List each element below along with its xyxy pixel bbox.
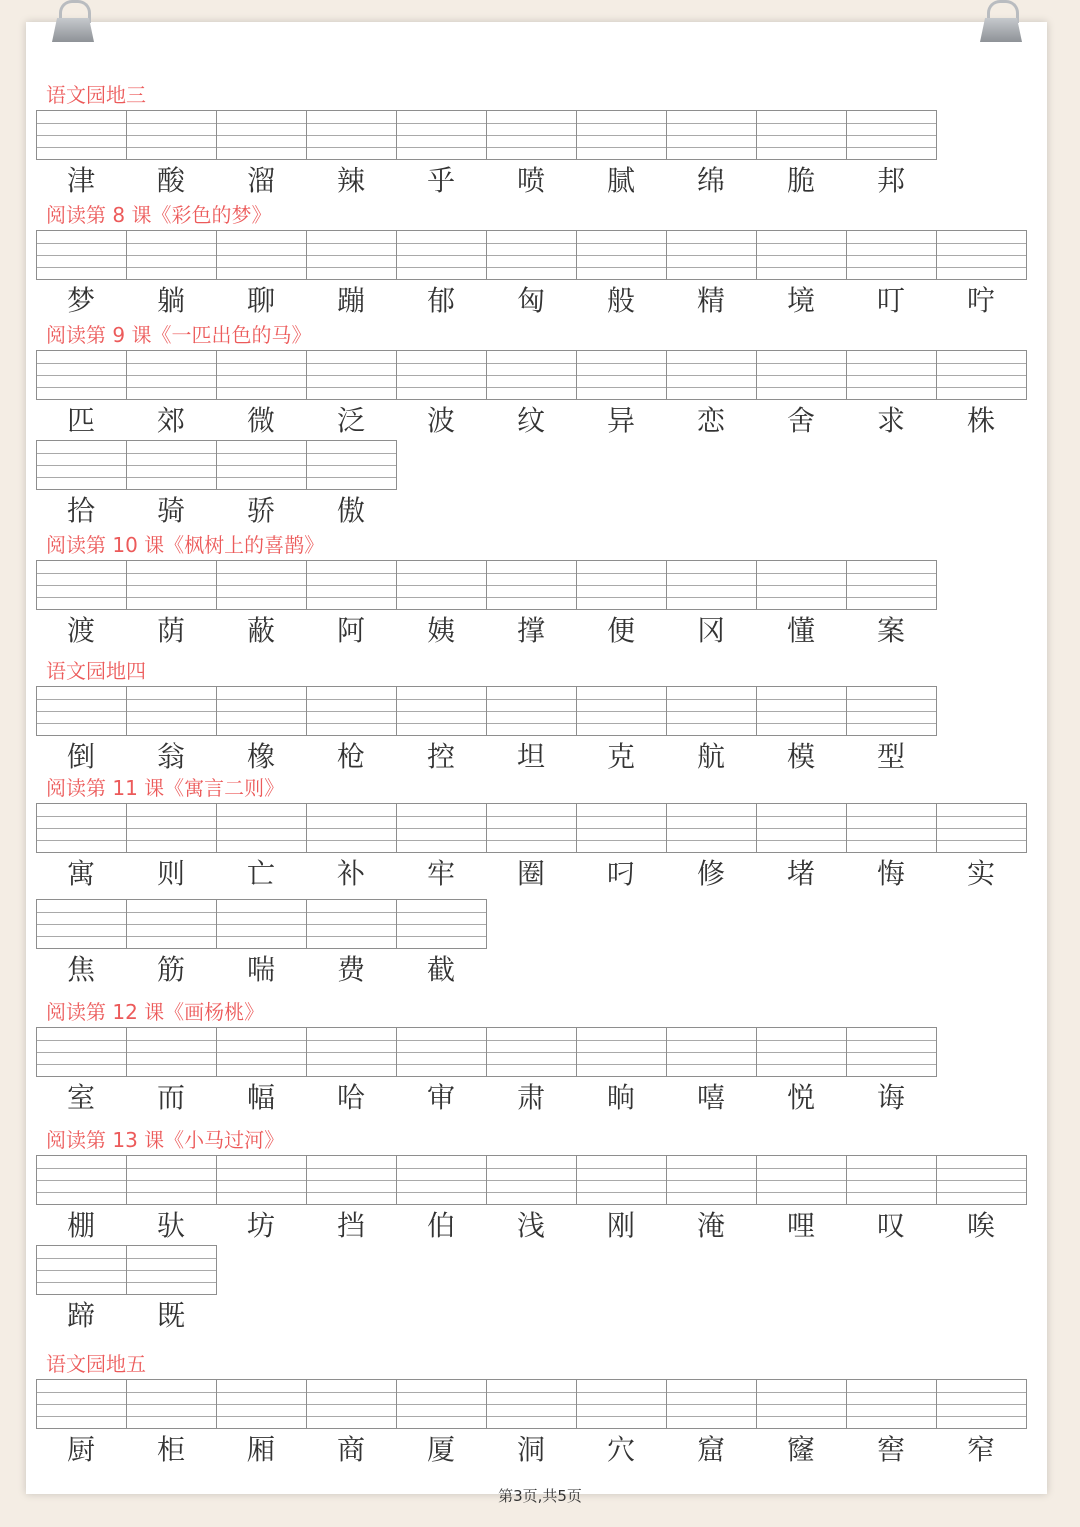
character: 焦	[66, 953, 95, 986]
writing-box[interactable]	[667, 1156, 757, 1204]
character: 牢	[426, 857, 455, 890]
character: 株	[966, 404, 995, 437]
section-title: 阅读第 12 课《画杨桃》	[46, 1000, 265, 1024]
writing-box[interactable]	[37, 1246, 127, 1294]
character: 匹	[66, 404, 95, 437]
section-title: 阅读第 8 课《彩色的梦》	[46, 203, 272, 227]
character: 实	[966, 857, 995, 890]
section-title: 语文园地四	[46, 659, 146, 683]
writing-box[interactable]	[577, 1156, 667, 1204]
character-row	[36, 610, 936, 652]
writing-box[interactable]	[307, 687, 397, 735]
character-row	[36, 736, 936, 778]
character-row	[36, 490, 396, 532]
writing-box[interactable]	[307, 1156, 397, 1204]
character: 亡	[246, 857, 275, 890]
character: 寓	[66, 857, 95, 890]
writing-box[interactable]	[397, 351, 487, 399]
character: 幅	[246, 1081, 275, 1114]
writing-box[interactable]	[757, 804, 847, 852]
character: 拾	[66, 494, 95, 527]
character: 而	[156, 1081, 185, 1114]
writing-box[interactable]	[487, 231, 577, 279]
character: 窿	[786, 1433, 815, 1466]
character: 截	[426, 953, 455, 986]
writing-box[interactable]	[757, 1156, 847, 1204]
writing-box[interactable]	[127, 231, 217, 279]
writing-box[interactable]	[127, 900, 217, 948]
writing-box[interactable]	[37, 111, 127, 159]
writing-box[interactable]	[217, 111, 307, 159]
writing-box[interactable]	[577, 1380, 667, 1428]
character: 咛	[966, 284, 995, 317]
character: 梦	[66, 284, 95, 317]
character: 堵	[786, 857, 815, 890]
writing-box[interactable]	[667, 1028, 757, 1076]
writing-box[interactable]	[667, 351, 757, 399]
character: 蔽	[246, 614, 275, 647]
section-title: 阅读第 9 课《一匹出色的马》	[46, 323, 312, 347]
character: 聊	[246, 284, 275, 317]
writing-grid	[36, 110, 937, 160]
writing-box[interactable]	[307, 561, 397, 609]
writing-box[interactable]	[127, 111, 217, 159]
writing-box[interactable]	[37, 687, 127, 735]
character: 补	[336, 857, 365, 890]
writing-box[interactable]	[847, 1028, 936, 1076]
writing-box[interactable]	[397, 1156, 487, 1204]
writing-box[interactable]	[667, 111, 757, 159]
character: 酸	[156, 164, 185, 197]
character: 柜	[156, 1433, 185, 1466]
writing-box[interactable]	[37, 231, 127, 279]
binder-clip-icon	[980, 0, 1022, 44]
writing-box[interactable]	[397, 561, 487, 609]
character: 模	[786, 740, 815, 773]
character: 匈	[516, 284, 545, 317]
character: 则	[156, 857, 185, 890]
writing-box[interactable]	[667, 804, 757, 852]
character: 坦	[516, 740, 545, 773]
character: 审	[426, 1081, 455, 1114]
writing-box[interactable]	[397, 1380, 487, 1428]
character: 室	[66, 1081, 95, 1114]
character: 舍	[786, 404, 815, 437]
character: 窖	[876, 1433, 905, 1466]
writing-box[interactable]	[757, 231, 847, 279]
section-title: 阅读第 13 课《小马过河》	[46, 1128, 285, 1152]
page-number: 第3页,共5页	[498, 1487, 582, 1505]
writing-box[interactable]	[847, 1380, 937, 1428]
character: 津	[66, 164, 95, 197]
character: 异	[606, 404, 635, 437]
writing-box[interactable]	[127, 687, 217, 735]
writing-grid	[36, 1379, 1027, 1429]
character: 般	[606, 284, 635, 317]
writing-box[interactable]	[127, 441, 217, 489]
writing-box[interactable]	[937, 351, 1026, 399]
character: 嘻	[696, 1081, 725, 1114]
writing-box[interactable]	[937, 231, 1026, 279]
writing-box[interactable]	[37, 441, 127, 489]
writing-box[interactable]	[487, 1156, 577, 1204]
character: 便	[606, 614, 635, 647]
writing-box[interactable]	[487, 351, 577, 399]
writing-box[interactable]	[217, 1156, 307, 1204]
writing-box[interactable]	[397, 804, 487, 852]
writing-box[interactable]	[307, 900, 397, 948]
character: 境	[786, 284, 815, 317]
character: 商	[336, 1433, 365, 1466]
writing-box[interactable]	[217, 804, 307, 852]
writing-box[interactable]	[487, 1028, 577, 1076]
character: 穴	[606, 1433, 635, 1466]
writing-box[interactable]	[577, 687, 667, 735]
character: 叼	[606, 857, 635, 890]
character: 冈	[696, 614, 725, 647]
writing-box[interactable]	[217, 351, 307, 399]
writing-box[interactable]	[847, 351, 937, 399]
character: 辣	[336, 164, 365, 197]
character: 修	[696, 857, 725, 890]
writing-box[interactable]	[217, 900, 307, 948]
writing-grid	[36, 686, 937, 736]
character: 骄	[246, 494, 275, 527]
character: 浅	[516, 1209, 545, 1242]
character-row	[36, 1077, 936, 1119]
writing-box[interactable]	[397, 687, 487, 735]
writing-box[interactable]	[937, 1380, 1026, 1428]
character: 控	[426, 740, 455, 773]
writing-box[interactable]	[847, 111, 936, 159]
writing-box[interactable]	[37, 561, 127, 609]
writing-grid	[36, 1027, 937, 1077]
writing-box[interactable]	[757, 351, 847, 399]
character: 哩	[786, 1209, 815, 1242]
writing-box[interactable]	[397, 231, 487, 279]
binder-clip-icon	[52, 0, 94, 44]
character: 航	[696, 740, 725, 773]
character: 筋	[156, 953, 185, 986]
writing-box[interactable]	[37, 1028, 127, 1076]
character: 微	[246, 404, 275, 437]
writing-box[interactable]	[577, 804, 667, 852]
character: 唉	[966, 1209, 995, 1242]
character: 案	[876, 614, 905, 647]
writing-grid	[36, 1245, 217, 1295]
character: 骑	[156, 494, 185, 527]
writing-box[interactable]	[937, 804, 1026, 852]
character-row	[36, 280, 1026, 322]
writing-box[interactable]	[37, 1380, 127, 1428]
character: 绵	[696, 164, 725, 197]
writing-box[interactable]	[847, 687, 936, 735]
writing-box[interactable]	[847, 231, 937, 279]
writing-box[interactable]	[127, 1246, 216, 1294]
character: 肃	[516, 1081, 545, 1114]
writing-box[interactable]	[127, 1380, 217, 1428]
writing-box[interactable]	[667, 687, 757, 735]
character: 晌	[606, 1081, 635, 1114]
writing-grid	[36, 899, 487, 949]
character: 费	[336, 953, 365, 986]
section-title: 阅读第 11 课《寓言二则》	[46, 776, 285, 800]
writing-box[interactable]	[307, 1028, 397, 1076]
writing-box[interactable]	[757, 687, 847, 735]
writing-box[interactable]	[577, 351, 667, 399]
character: 型	[876, 740, 905, 773]
character: 橡	[246, 740, 275, 773]
character: 郊	[156, 404, 185, 437]
character: 既	[156, 1299, 185, 1332]
writing-box[interactable]	[577, 561, 667, 609]
character: 喘	[246, 953, 275, 986]
character: 蹦	[336, 284, 365, 317]
writing-box[interactable]	[667, 1380, 757, 1428]
character: 溜	[246, 164, 275, 197]
character: 刚	[606, 1209, 635, 1242]
character: 挡	[336, 1209, 365, 1242]
writing-box[interactable]	[217, 1380, 307, 1428]
character: 洞	[516, 1433, 545, 1466]
writing-box[interactable]	[307, 111, 397, 159]
character: 窟	[696, 1433, 725, 1466]
writing-grid	[36, 230, 1027, 280]
character: 荫	[156, 614, 185, 647]
character: 躺	[156, 284, 185, 317]
character-row	[36, 1429, 1026, 1471]
writing-grid	[36, 440, 397, 490]
character: 腻	[606, 164, 635, 197]
character: 阿	[336, 614, 365, 647]
character: 叹	[876, 1209, 905, 1242]
writing-box[interactable]	[217, 441, 307, 489]
character-row	[36, 1205, 1026, 1247]
writing-box[interactable]	[37, 351, 127, 399]
writing-box[interactable]	[127, 561, 217, 609]
character: 求	[876, 404, 905, 437]
writing-box[interactable]	[577, 111, 667, 159]
character: 蹄	[66, 1299, 95, 1332]
writing-box[interactable]	[397, 1028, 487, 1076]
character: 倒	[66, 740, 95, 773]
writing-box[interactable]	[757, 1380, 847, 1428]
character: 克	[606, 740, 635, 773]
character: 淹	[696, 1209, 725, 1242]
character: 泛	[336, 404, 365, 437]
writing-box[interactable]	[37, 1156, 127, 1204]
writing-grid	[36, 560, 937, 610]
character: 姨	[426, 614, 455, 647]
character: 撑	[516, 614, 545, 647]
writing-box[interactable]	[487, 111, 577, 159]
character: 悦	[786, 1081, 815, 1114]
character: 棚	[66, 1209, 95, 1242]
section-title: 语文园地五	[46, 1352, 146, 1376]
character: 厦	[426, 1433, 455, 1466]
writing-box[interactable]	[217, 561, 307, 609]
writing-box[interactable]	[667, 561, 757, 609]
character: 渡	[66, 614, 95, 647]
writing-box[interactable]	[307, 441, 396, 489]
writing-box[interactable]	[127, 1028, 217, 1076]
character: 脆	[786, 164, 815, 197]
character: 悔	[876, 857, 905, 890]
writing-box[interactable]	[577, 1028, 667, 1076]
character: 郁	[426, 284, 455, 317]
writing-box[interactable]	[37, 804, 127, 852]
character-row	[36, 853, 1026, 895]
character: 恋	[696, 404, 725, 437]
character: 懂	[786, 614, 815, 647]
character-row	[36, 160, 936, 202]
character: 枪	[336, 740, 365, 773]
writing-box[interactable]	[307, 351, 397, 399]
writing-box[interactable]	[217, 1028, 307, 1076]
writing-box[interactable]	[307, 231, 397, 279]
character: 翁	[156, 740, 185, 773]
character: 窄	[966, 1433, 995, 1466]
writing-box[interactable]	[487, 804, 577, 852]
character: 喷	[516, 164, 545, 197]
writing-box[interactable]	[397, 900, 486, 948]
character-row	[36, 400, 1026, 442]
character: 驮	[156, 1209, 185, 1242]
character: 哈	[336, 1081, 365, 1114]
writing-box[interactable]	[757, 1028, 847, 1076]
writing-box[interactable]	[127, 1156, 217, 1204]
character: 傲	[336, 494, 365, 527]
character: 纹	[516, 404, 545, 437]
character: 圈	[516, 857, 545, 890]
writing-grid	[36, 350, 1027, 400]
writing-box[interactable]	[847, 804, 937, 852]
writing-box[interactable]	[127, 804, 217, 852]
writing-box[interactable]	[847, 561, 936, 609]
character: 精	[696, 284, 725, 317]
section-title: 阅读第 10 课《枫树上的喜鹊》	[46, 533, 325, 557]
writing-box[interactable]	[307, 804, 397, 852]
character: 诲	[876, 1081, 905, 1114]
writing-box[interactable]	[397, 111, 487, 159]
writing-box[interactable]	[487, 561, 577, 609]
writing-box[interactable]	[757, 111, 847, 159]
writing-box[interactable]	[757, 561, 847, 609]
character: 厨	[66, 1433, 95, 1466]
character: 厢	[246, 1433, 275, 1466]
writing-box[interactable]	[667, 231, 757, 279]
writing-box[interactable]	[37, 900, 127, 948]
writing-box[interactable]	[217, 687, 307, 735]
writing-box[interactable]	[217, 231, 307, 279]
character-row	[36, 949, 486, 991]
character: 叮	[876, 284, 905, 317]
section-title: 语文园地三	[46, 83, 146, 107]
character: 坊	[246, 1209, 275, 1242]
character-row	[36, 1295, 216, 1337]
writing-box[interactable]	[577, 231, 667, 279]
character: 邦	[876, 164, 905, 197]
writing-box[interactable]	[487, 687, 577, 735]
writing-box[interactable]	[937, 1156, 1026, 1204]
writing-grid	[36, 803, 1027, 853]
writing-grid	[36, 1155, 1027, 1205]
character: 伯	[426, 1209, 455, 1242]
character: 乎	[426, 164, 455, 197]
writing-box[interactable]	[847, 1156, 937, 1204]
writing-box[interactable]	[127, 351, 217, 399]
writing-box[interactable]	[487, 1380, 577, 1428]
writing-box[interactable]	[307, 1380, 397, 1428]
character: 波	[426, 404, 455, 437]
